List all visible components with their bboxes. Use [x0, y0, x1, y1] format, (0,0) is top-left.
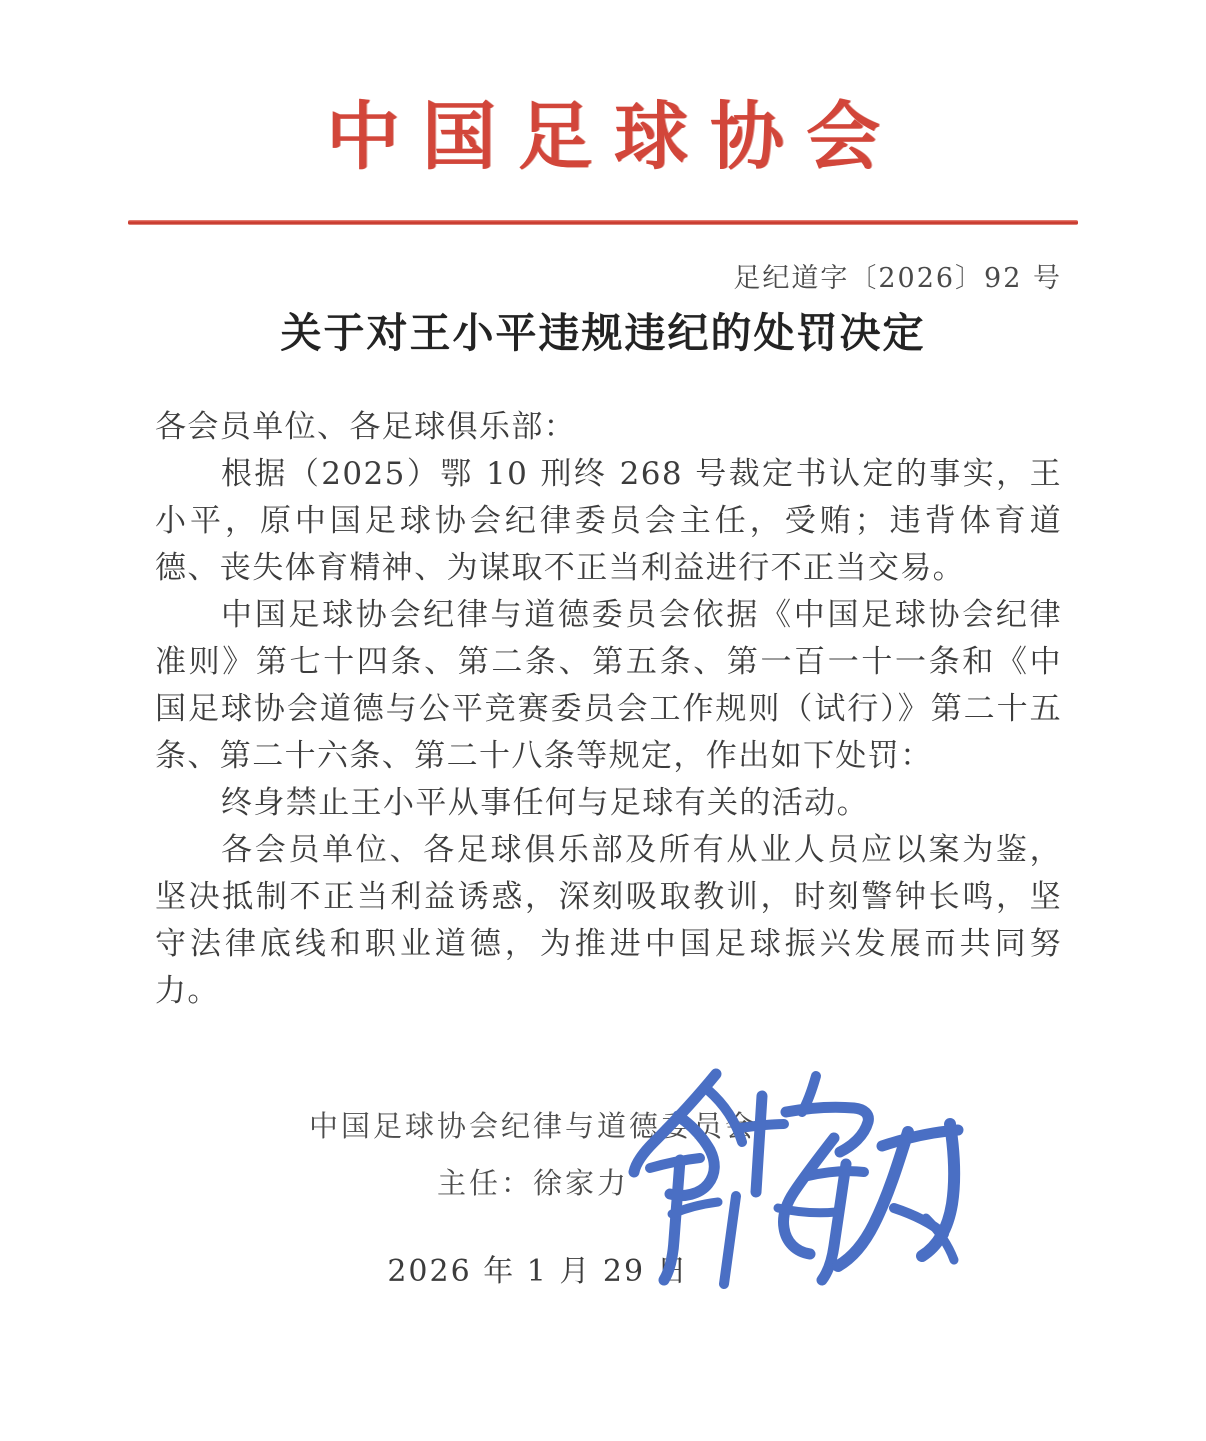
signing-organization: 中国足球协会纪律与道德委员会 [308, 1109, 757, 1143]
signing-chairman: 主任：徐家力 [436, 1166, 629, 1200]
paragraph-regulations: 中国足球协会纪律与道德委员会依据《中国足球协会纪律准则》第七十四条、第二条、第五条、第一百一十一条和《中国足球协会道德与公平竞赛委员会工作规则（试行）》第二十五条、第二十六条、第二十八条等规定，作出如下处罚： [155, 597, 1062, 774]
document-body [155, 404, 1062, 1015]
signing-date: 2026 年 1 月 29 日 [387, 1254, 689, 1289]
document-number: 足纪道字〔2026〕92 号 [733, 263, 1062, 294]
page-title: 关于对王小平违规违纪的处罚决定 [280, 309, 926, 357]
paragraph-facts: 根据（2025）鄂 10 刑终 268 号裁定书认定的事实，王小平，原中国足球协会纪律委员会主任，受贿；违背体育道德、丧失体育精神、为谋取不正当利益进行不正当交易。 [155, 456, 1062, 586]
paragraph-warning: 各会员单位、各足球俱乐部及所有从业人员应以案为鉴，坚决抵制不正当利益诱惑，深刻吸取教训，时刻警钟长鸣，坚守法律底线和职业道德，为推进中国足球振兴发展而共同努力。 [155, 832, 1062, 1009]
paragraph-penalty: 终身禁止王小平从事任何与足球有关的活动。 [221, 785, 869, 821]
masthead-divider [128, 220, 1078, 225]
masthead [0, 96, 1206, 179]
association-name: 中国足球协会 [326, 94, 902, 180]
salutation: 各会员单位、各足球俱乐部： [155, 409, 577, 445]
